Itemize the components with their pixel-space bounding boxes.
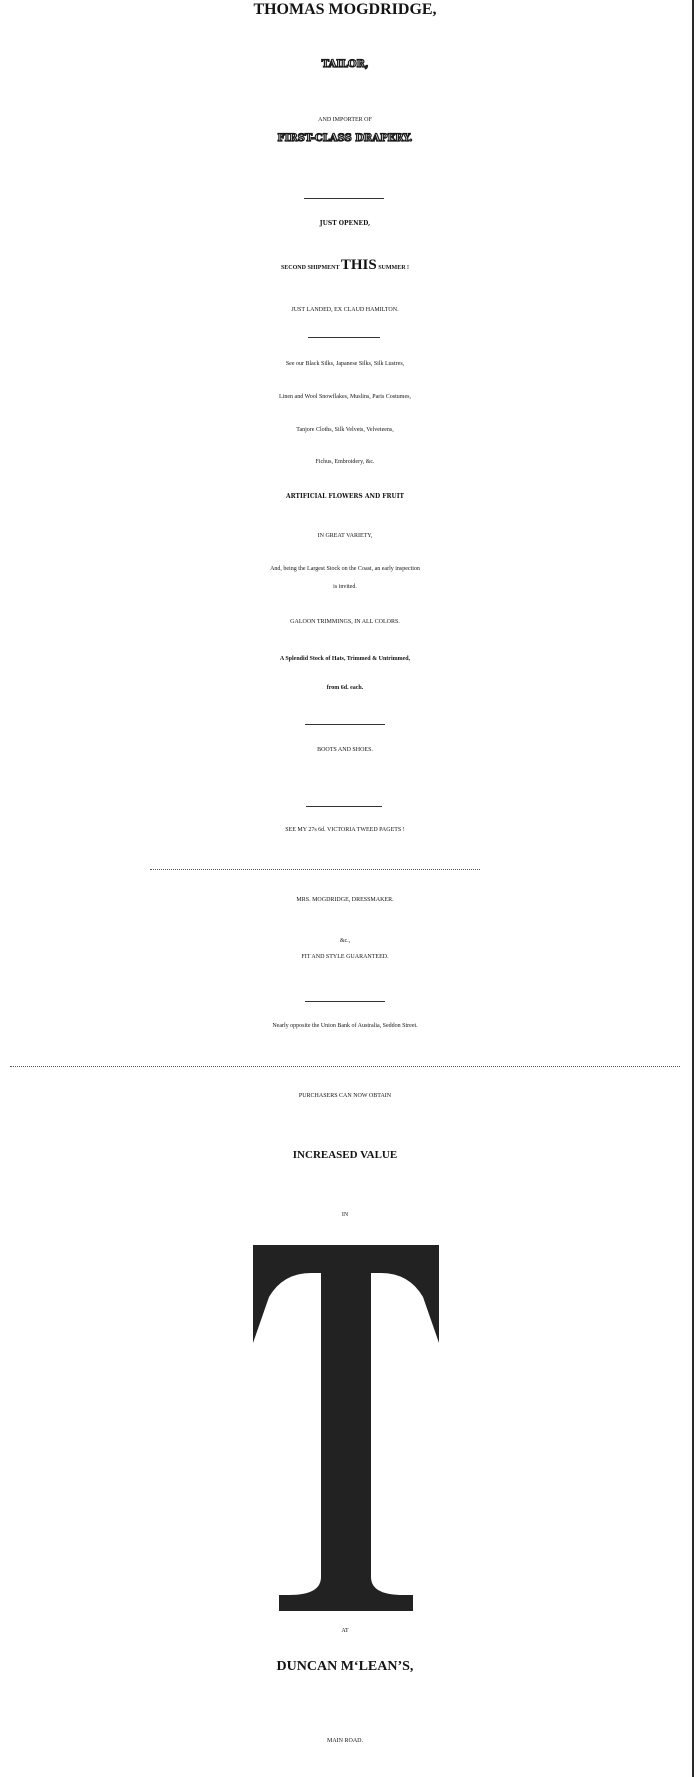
increased-value: INCREASED VALUE (292, 1149, 398, 1161)
column-rule (692, 0, 694, 1777)
divider (304, 198, 384, 199)
just-opened: JUST OPENED, (319, 220, 371, 227)
trade-title: TAILOR, (321, 59, 369, 70)
goods-line: See our Black Silks, Japanese Silks, Silk Lustres, (285, 361, 405, 367)
fit-and-style: FIT AND STYLE GUARANTEED. (301, 954, 389, 960)
main-road: MAIN ROAD. (327, 1738, 363, 1744)
this-word: THIS (340, 257, 377, 273)
goods-line: Linen and Wool Snowflakes, Muslins, Paris Costumes, (279, 394, 411, 400)
stock-note: is invited. (333, 584, 357, 590)
galoon-trimmings: GALOON TRIMMINGS, IN ALL COLORS. (290, 619, 400, 625)
divider (305, 724, 385, 725)
large-t-glyph (253, 1245, 439, 1611)
divider (305, 1001, 385, 1002)
dressmaker-etc: &c., (339, 938, 351, 944)
dressmaker-name: MRS. MOGDRIDGE, DRESSMAKER. (296, 897, 394, 903)
just-landed: JUST LANDED, EX CLAUD HAMILTON. (291, 307, 399, 313)
flowers-heading: ARTIFICIAL FLOWERS AND FRUIT (285, 493, 405, 500)
stock-note: And, being the Largest Stock on the Coast, an early inspection (270, 566, 420, 572)
divider (308, 337, 380, 338)
hats-price: from 6d. each. (326, 685, 364, 691)
goods-line: Fichus, Embroidery, &c. (315, 459, 375, 465)
in-word: IN (341, 1212, 349, 1218)
divider (10, 1066, 680, 1067)
divider (150, 869, 480, 870)
tailor-name: THOMAS MOGDRIDGE, (253, 1, 437, 18)
second-shipment (0, 258, 690, 273)
goods-line: Tanjore Cloths, Silk Velvets, Velveteens, (296, 427, 394, 433)
merchant-name: DUNCAN M‘LEAN’S, (276, 1659, 414, 1674)
drapery-title: FIRST-CLASS DRAPERY. (277, 133, 413, 144)
importer-note: AND IMPORTER OF (318, 117, 372, 123)
paget-offer: SEE MY 27s 6d. VICTORIA TWEED PAGETS ! (285, 827, 405, 833)
shop-address: Nearly opposite the Union Bank of Australia, Seddon Street. (272, 1023, 418, 1029)
great-variety: IN GREAT VARIETY, (317, 533, 373, 539)
purchasers-heading: PURCHASERS CAN NOW OBTAIN (298, 1093, 392, 1099)
hats-line: A Splendid Stock of Hats, Trimmed & Untrimmed, (279, 656, 411, 662)
divider (306, 806, 382, 807)
summer-text: SUMMER ! (378, 265, 410, 271)
boots-heading: BOOTS AND SHOES. (317, 747, 373, 753)
at-word: AT (341, 1628, 349, 1634)
second-shipment-text: SECOND SHIPMENT (280, 265, 340, 271)
